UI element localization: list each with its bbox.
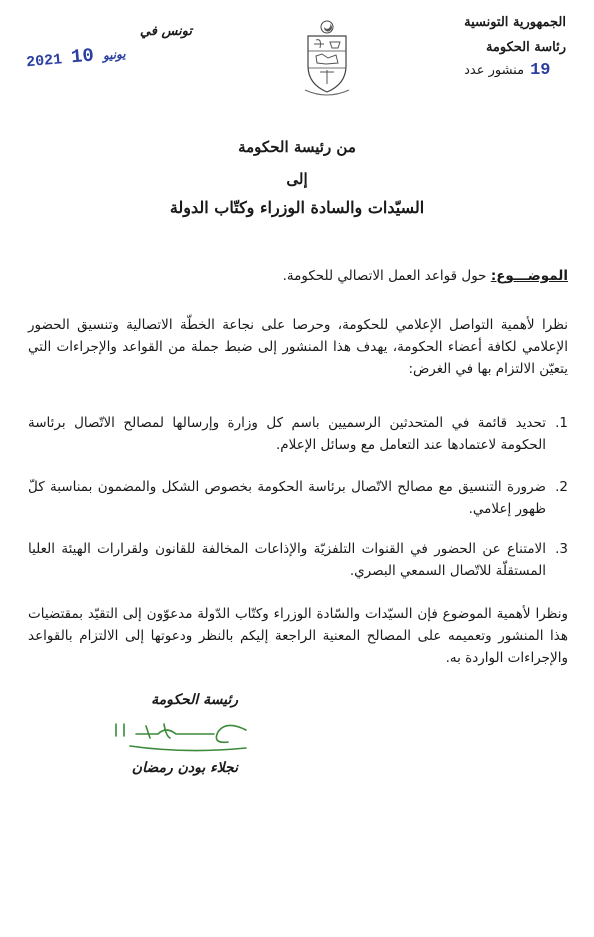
header-issuer <box>464 14 566 80</box>
circular-label: منشور عدد <box>464 63 525 78</box>
list-item-number: 2. <box>555 479 568 495</box>
presidency-name: رئاسة الحكومة <box>485 40 566 55</box>
list-item-text: تحديد قائمة في المتحدثين الرسميين باسم كل وزارة وإرسالها لمصالح الاتّصال برئاسة الحكومة لاعتمادها عند التعامل مع وسائل الإعلام. <box>28 415 546 453</box>
place-date-label: تونس في <box>139 24 192 39</box>
coat-of-arms-icon <box>302 18 352 98</box>
circular-number-row <box>464 62 566 80</box>
circular-number: 19 <box>530 61 551 80</box>
date-stamp <box>25 42 126 73</box>
intro-paragraph: نظرا لأهمية التواصل الإعلامي للحكومة، وحرصا على نجاعة الخطّة الاتصالية وتنسيق الحضور الإعلامي لكافة أعضاء الحكومة، يهدف هذا المنشور إلى ضبط جملة من القواعد والإجراءات التي يتعيّن الالتزام بها في الغرض: <box>28 317 568 377</box>
signatory-name: نجلاء بودن رمضان <box>131 760 238 776</box>
dateline <box>26 24 196 84</box>
list-item <box>28 412 568 456</box>
addressee-line: السيّدات والسادة الوزراء وكتّاب الدولة <box>169 198 425 217</box>
handwritten-signature <box>106 716 256 756</box>
subject-label: الموضـــوع: <box>490 268 568 284</box>
republic-name: الجمهورية التونسية <box>464 15 566 30</box>
list-item-number: 1. <box>555 415 568 431</box>
list-item <box>28 538 568 582</box>
stamp-year: 2021 <box>25 51 63 72</box>
subject-line <box>283 268 568 284</box>
sender-line: من رئيسة الحكومة <box>238 138 356 156</box>
stamp-day: 10 <box>70 44 95 69</box>
to-line: إلى <box>286 170 308 188</box>
list-item-text: ضرورة التنسيق مع مصالح الاتّصال برئاسة الحكومة بخصوص الشكل والمضمون بمناسبة كلّ ظهور إعلامي. <box>28 479 546 517</box>
subject-text: حول قواعد العمل الاتصالي للحكومة. <box>282 268 487 284</box>
closing-paragraph: ونظرا لأهمية الموضوع فإن السيّدات والسّادة الوزراء وكتّاب الدّولة مدعوّون إلى التقيّد بمقتضيات هذا المنشور وتعميمه على المصالح المعنية الراجعة إليكم بالنظر ودعوتها إلى الالتزام بالقواعد والإجراءات الواردة به. <box>28 606 568 666</box>
list-item-number: 3. <box>555 541 568 557</box>
stamp-month: يونيو <box>102 47 127 64</box>
signatory-title: رئيسة الحكومة <box>151 692 238 708</box>
list-item-text: الامتناع عن الحضور في القنوات التلفزيّة والإذاعات المخالفة للقانون ولقرارات الهيئة العليا المستقلّة للاتّصال السمعي البصري. <box>28 541 546 579</box>
list-item <box>28 476 568 520</box>
